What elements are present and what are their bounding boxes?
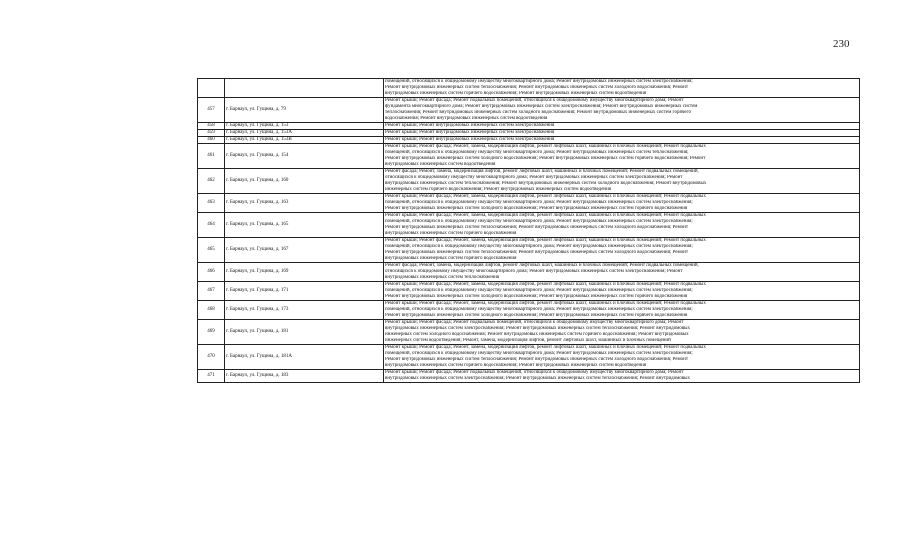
row-number: 460	[198, 137, 225, 144]
row-number: 462	[198, 169, 225, 194]
repair-works-line: инженерных систем водоотведения; Ремонт, замена, модернизация лифтов, ремонт лифтовых шахт, машинных и блочных помещений	[385, 338, 671, 343]
building-address: г. Барнаул, ул. Гущина, д. 165	[225, 213, 384, 238]
repair-works-line: Ремонт крыши; Ремонт фасада; Ремонт, замена, модернизация лифтов, ремонт лифтовых шахт, машинных и блочных помещений; Ремонт подвальных	[385, 238, 706, 243]
repair-works	[384, 213, 860, 238]
row-number	[198, 79, 225, 98]
row-number: 458	[198, 123, 225, 130]
repair-works	[384, 370, 860, 383]
table-row	[198, 345, 860, 370]
registry-body	[198, 79, 860, 383]
building-address: г. Барнаул, ул. Гущина, д. 154	[225, 144, 384, 169]
repair-works-line: инженерных систем холодного водоснабжения; Ремонт внутридомовых инженерных систем горячего водоснабжения; Ремонт внутридомовых	[385, 332, 689, 337]
repair-works-line: Ремонт крыши; Ремонт фасада; Ремонт, замена, модернизация лифтов, ремонт лифтовых шахт, машинных и блочных помещений; Ремонт подвальных	[385, 213, 706, 218]
repair-works-line: внутридомовых инженерных систем электроснабжения; Ремонт внутридомовых инженерных систем теплоснабжения; Ремонт внутридомовых	[385, 326, 691, 331]
repair-works	[384, 238, 860, 263]
repair-works-line: помещений, относящихся к общедомовому имуществу многоквартирного дома; Ремонт внутридомовых инженерных систем электроснабжения;	[385, 351, 693, 356]
table-row	[198, 137, 860, 144]
repair-works-line: помещений, относящихся к общедомовому имуществу многоквартирного дома; Ремонт внутридомовых инженерных систем электроснабжения;	[385, 288, 693, 293]
building-address: г. Барнаул, ул. Гущина, д. 181А	[225, 345, 384, 370]
row-number: 465	[198, 238, 225, 263]
repair-works-line: Ремонт крыши; Ремонт фасада; Ремонт, замена, модернизация лифтов, ремонт лифтовых шахт, машинных и блочных помещений; Ремонт подвальных	[385, 282, 706, 287]
repair-works-line: Ремонт внутридомовых инженерных систем теплоснабжения; Ремонт внутридомовых инженерных систем холодного водоснабжения; Ремонт	[385, 250, 689, 255]
repair-works-line: внутридомовых инженерных систем водоотведения	[385, 162, 496, 167]
row-number: 457	[198, 98, 225, 123]
page-number: 230	[833, 38, 850, 50]
table-row	[198, 123, 860, 130]
table-row	[198, 130, 860, 137]
repair-works-line: внутридомовых инженерных систем теплоснабжения; Ремонт внутридомовых инженерных систем холодного водоснабжения; Ремонт внутридомовых	[385, 181, 707, 186]
table-row	[198, 213, 860, 238]
repair-works-line: Ремонт крыши; Ремонт внутридомовых инженерных систем электроснабжения	[385, 123, 555, 128]
table-row	[198, 320, 860, 345]
repair-works	[384, 137, 860, 144]
repair-works-line: помещений, относящихся к общедомовому имуществу многоквартирного дома; Ремонт внутридомовых инженерных систем электроснабжения;	[385, 79, 693, 84]
row-number: 470	[198, 345, 225, 370]
building-address: г. Барнаул, ул. Гущина, д. 163	[225, 194, 384, 213]
building-address: г. Барнаул, ул. Гущина, д. 181	[225, 320, 384, 345]
repair-works-line: внутридомовых инженерных систем электроснабжения; Ремонт внутридомовых инженерных систем теплоснабжения; Ремонт внутридомовых	[385, 376, 691, 381]
repair-works-line: Ремонт крыши; Ремонт фасада; Ремонт подвальных помещений, относящихся к общедомовому имуществу многоквартирного дома; Ремонт	[385, 98, 684, 103]
repair-works-line: помещений, относящихся к общедомовому имуществу многоквартирного дома; Ремонт внутридомовых инженерных систем электроснабжения;	[385, 244, 693, 249]
row-number: 463	[198, 194, 225, 213]
row-number: 469	[198, 320, 225, 345]
repair-works	[384, 79, 860, 98]
building-address: г. Барнаул, ул. Гущина, д. 153А	[225, 130, 384, 137]
table-row	[198, 370, 860, 383]
repair-works-line: Ремонт внутридомовых инженерных систем теплоснабжения; Ремонт внутридомовых инженерных систем холодного водоснабжения; Ремонт	[385, 225, 689, 230]
repair-works	[384, 144, 860, 169]
repair-works-line: Ремонт внутридомовых инженерных систем холодного водоснабжения; Ремонт внутридомовых инженерных систем горячего водоснабжения	[385, 313, 688, 318]
building-address: г. Барнаул, ул. Гущина, д. 169	[225, 263, 384, 282]
building-address: г. Барнаул, ул. Гущина, д. 171	[225, 282, 384, 301]
repair-works	[384, 320, 860, 345]
building-address: г. Барнаул, ул. Гущина, д. 153	[225, 123, 384, 130]
building-address: г. Барнаул, ул. Гущина, д. 160	[225, 169, 384, 194]
row-number: 461	[198, 144, 225, 169]
repair-works	[384, 130, 860, 137]
table-row	[198, 144, 860, 169]
repair-works-line: Ремонт фасада; Ремонт, замена, модернизация лифтов, ремонт лифтовых шахт, машинных и блочных помещений; Ремонт подвальных помещений,	[385, 263, 699, 268]
building-address: г. Барнаул, ул. Гущина, д. 173	[225, 301, 384, 320]
repair-works-line: внутридомовых инженерных систем горячего водоснабжения	[385, 256, 517, 261]
repair-works	[384, 282, 860, 301]
repair-works-line: внутридомовых инженерных систем горячего водоснабжения	[385, 231, 517, 236]
row-number: 468	[198, 301, 225, 320]
row-number: 466	[198, 263, 225, 282]
table-row	[198, 79, 860, 98]
repair-works-line: внутридомовых инженерных систем горячего водоснабжения; Ремонт внутридомовых инженерных систем водоотведения	[385, 363, 647, 368]
row-number: 464	[198, 213, 225, 238]
repair-works-line: Ремонт внутридомовых инженерных систем холодного водоснабжения; Ремонт внутридомовых инженерных систем горячего водоснабжения	[385, 294, 688, 299]
table-row	[198, 194, 860, 213]
repair-works-line: Ремонт крыши; Ремонт фасада; Ремонт подвальных помещений, относящихся к общедомовому имуществу многоквартирного дома; Ремонт	[385, 320, 684, 325]
repair-works	[384, 345, 860, 370]
building-address: г. Барнаул, ул. Гущина, д. 153В	[225, 137, 384, 144]
building-address: г. Барнаул, ул. Гущина, д. 183	[225, 370, 384, 383]
repair-works	[384, 123, 860, 130]
row-number: 467	[198, 282, 225, 301]
repair-works-line: водоснабжения; Ремонт внутридомовых инженерных систем водоотведения	[385, 116, 548, 121]
table-row	[198, 282, 860, 301]
repair-works	[384, 263, 860, 282]
repair-works-line: внутридомовых инженерных систем теплоснабжения	[385, 275, 500, 280]
repair-works-line: помещений, относящихся к общедомовому имуществу многоквартирного дома; Ремонт внутридомовых инженерных систем электроснабжения;	[385, 307, 693, 312]
repair-works	[384, 98, 860, 123]
table-row	[198, 98, 860, 123]
repair-works-line: Ремонт крыши; Ремонт фасада; Ремонт подвальных помещений, относящихся к общедомовому имуществу многоквартирного дома; Ремонт	[385, 370, 684, 375]
row-number: 459	[198, 130, 225, 137]
repair-works	[384, 169, 860, 194]
repair-works-line: Ремонт крыши; Ремонт внутридомовых инженерных систем электроснабжения	[385, 137, 555, 142]
repair-works-line: фундамента многоквартирного дома; Ремонт внутридомовых инженерных систем электроснабжения; Ремонт внутридомовых инженерных систем	[385, 104, 698, 109]
building-address	[225, 79, 384, 98]
table-row	[198, 169, 860, 194]
table-row	[198, 301, 860, 320]
repair-works-line: Ремонт внутридомовых инженерных систем теплоснабжения; Ремонт внутридомовых инженерных систем холодного водоснабжения; Ремонт	[385, 357, 689, 362]
row-number: 471	[198, 370, 225, 383]
building-address: г. Барнаул, ул. Гущина, д. 167	[225, 238, 384, 263]
repair-works-line: Ремонт крыши; Ремонт фасада; Ремонт, замена, модернизация лифтов, ремонт лифтовых шахт, машинных и блочных помещений; Ремонт подвальных	[385, 301, 706, 306]
repair-registry-table	[197, 78, 860, 383]
repair-works-line: помещений, относящихся к общедомовому имуществу многоквартирного дома; Ремонт внутридомовых инженерных систем электроснабжения;	[385, 219, 693, 224]
repair-works-line: относящихся к общедомовому имуществу многоквартирного дома; Ремонт внутридомовых инженерных систем электроснабжения; Ремонт	[385, 269, 683, 274]
repair-works	[384, 194, 860, 213]
building-address: г. Барнаул, ул. Гущина, д. 79	[225, 98, 384, 123]
repair-works-line: Ремонт внутридомовых инженерных систем холодного водоснабжения; Ремонт внутридомовых инженерных систем горячего водоснабжения	[385, 206, 688, 211]
repair-works-line: помещений, относящихся к общедомовому имуществу многоквартирного дома; Ремонт внутридомовых инженерных систем теплоснабжения;	[385, 150, 689, 155]
repair-works-line: Ремонт внутридомовых инженерных систем холодного водоснабжения; Ремонт внутридомовых инженерных систем горячего водоснабжения; Ремонт	[385, 156, 706, 161]
repair-works-line: помещений, относящихся к общедомовому имуществу многоквартирного дома; Ремонт внутридомовых инженерных систем электроснабжения;	[385, 200, 693, 205]
repair-works-line: Ремонт крыши; Ремонт фасада; Ремонт, замена, модернизация лифтов, ремонт лифтовых шахт, машинных и блочных помещений; Ремонт подвальных	[385, 194, 706, 199]
repair-works-line: внутридомовых инженерных систем горячего водоснабжения; Ремонт внутридомовых инженерных систем водоотведения	[385, 91, 647, 96]
repair-works-line: Ремонт крыши; Ремонт фасада; Ремонт, замена, модернизация лифтов, ремонт лифтовых шахт, машинных и блочных помещений; Ремонт подвальных	[385, 144, 706, 149]
repair-works-line: инженерных систем горячего водоснабжения; Ремонт внутридомовых инженерных систем водоотведения	[385, 187, 612, 192]
table-row	[198, 238, 860, 263]
repair-works	[384, 301, 860, 320]
repair-works-line: Ремонт фасада; Ремонт, замена, модернизация лифтов, ремонт лифтовых шахт, машинных и блочных помещений; Ремонт подвальных помещений,	[385, 169, 699, 174]
repair-works-line: Ремонт крыши; Ремонт внутридомовых инженерных систем электроснабжения	[385, 130, 555, 135]
repair-works-line: Ремонт крыши; Ремонт фасада; Ремонт, замена, модернизация лифтов, ремонт лифтовых шахт, машинных и блочных помещений; Ремонт подвальных	[385, 345, 706, 350]
repair-works-line: теплоснабжения; Ремонт внутридомовых инженерных систем холодного водоснабжения; Ремонт внутридомовых инженерных систем горячего	[385, 110, 691, 115]
table-row	[198, 263, 860, 282]
repair-works-line: Ремонт внутридомовых инженерных систем теплоснабжения; Ремонт внутридомовых инженерных систем холодного водоснабжения; Ремонт	[385, 85, 689, 90]
repair-works-line: относящихся к общедомовому имуществу многоквартирного дома; Ремонт внутридомовых инженерных систем электроснабжения; Ремонт	[385, 175, 683, 180]
